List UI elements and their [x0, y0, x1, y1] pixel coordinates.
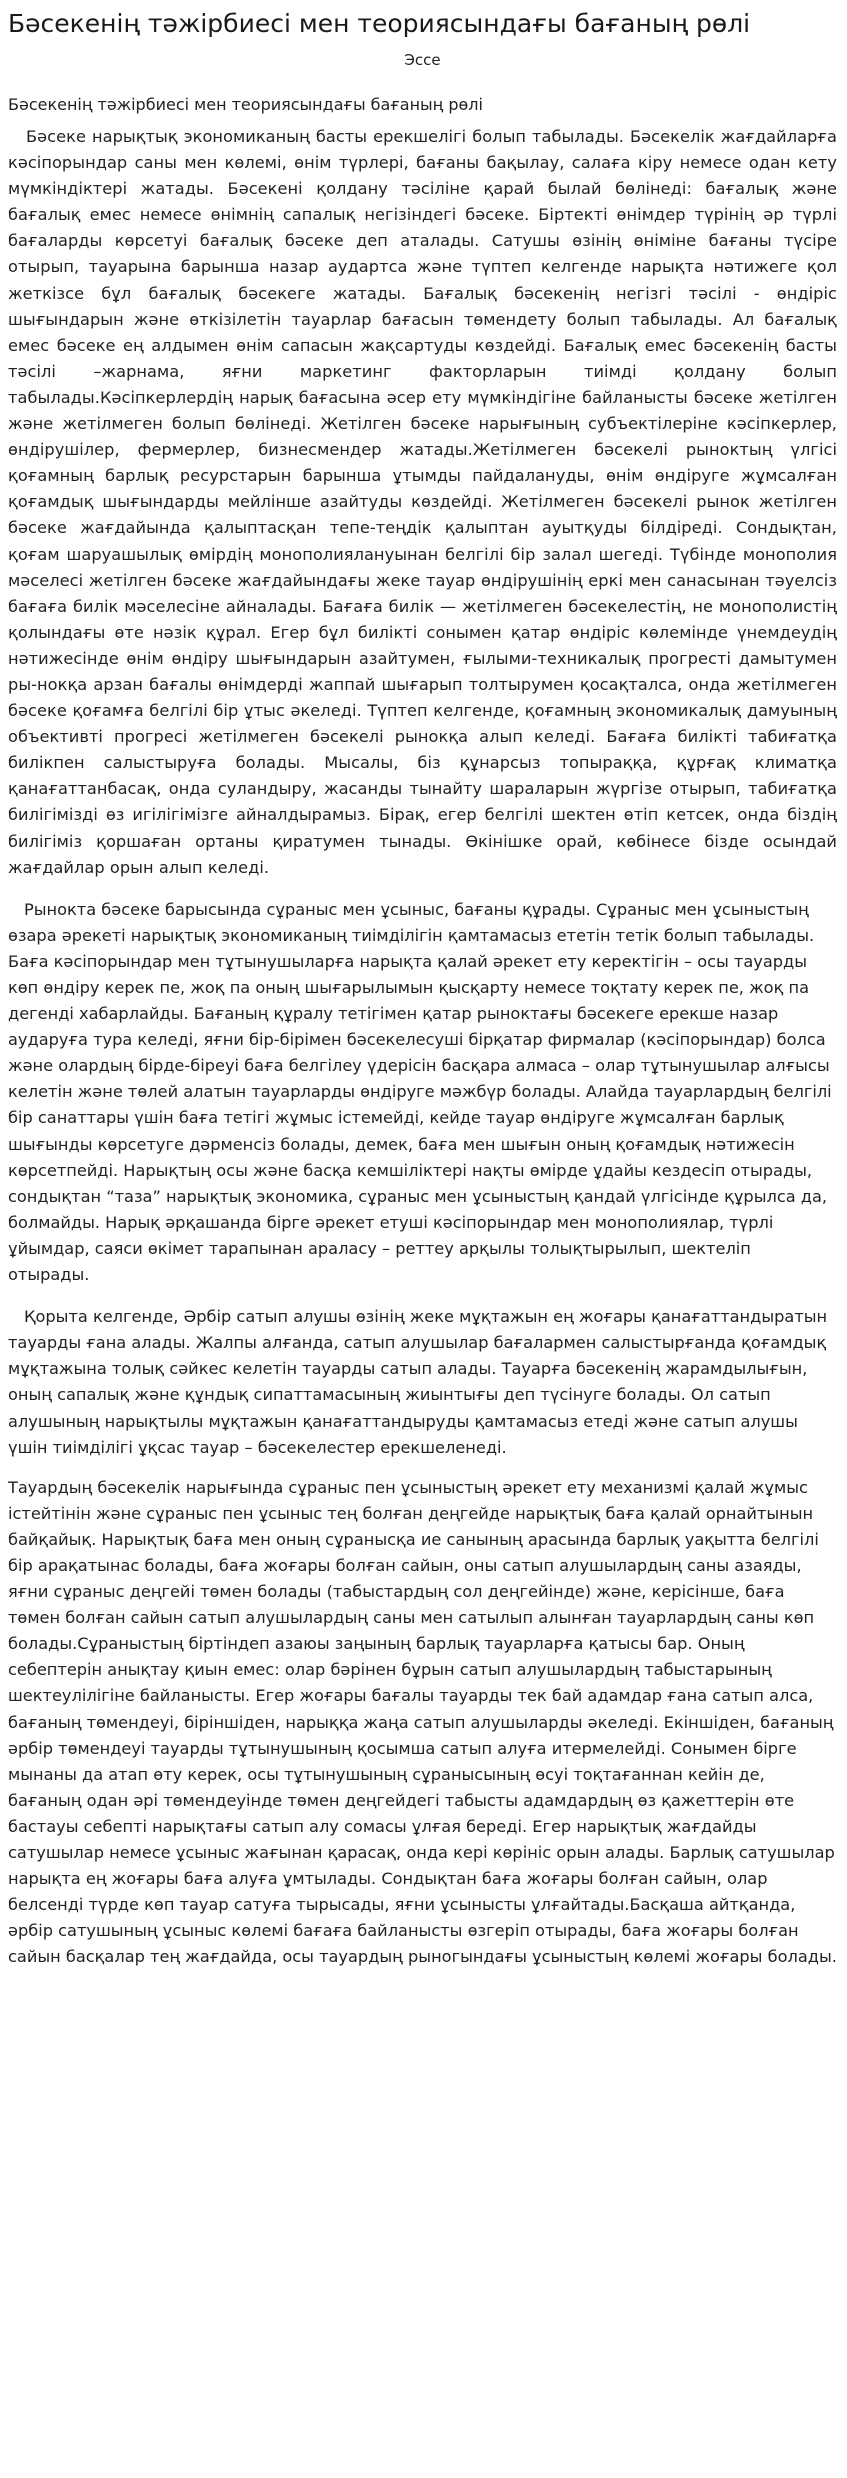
paragraph-3: Қорыта келгенде, Әрбір сатып алушы өзінің жеке мұқтажын ең жоғары қанағаттандыратын тауарды ғана алады. Жалпы алғанда, сатып алушылар бағалармен салыстырғанда қоғамдық мұқтажына толық сәйкес келетін тауарды сатып алады. Тауарға бәсекенің жарамдылығын, оның сапалық және құндық сипаттамасының жиынтығы деп түсінуге болады. Ол сатып алушының нарықтылы мұқтажын қанағаттандыруды қамтамасыз етеді және сатып алушы үшін тиімділігі ұқсас тауар – бәсекелестер ерекшеленеді. — [8, 1307, 828, 1457]
document-title: Бәсекенің тәжірбиесі мен теориясындағы бағаның рөлі — [8, 9, 751, 38]
essay-heading: Бәсекенің тәжірбиесі мен теориясындағы бағаның рөлі — [8, 95, 483, 114]
paragraph-4: Тауардың бәсекелік нарығында сұраныс пен ұсыныстың әрекет ету механизмі қалай жұмыс істейтінін және сұраныс пен ұсыныс тең болған деңгейде нарықтық баға қалай орнайтынын байқайық. Нарықтық баға мен оның сұранысқа ие санының арасында барлық уақытта белгілі бір арақатынас болады, баға жоғары болған сайын, оны сатып алушылардың саны азаяды, яғни сұраныс деңгейі төмен болады (табыстардың сол деңгейінде) және, керісінше, баға төмен болған сайын сатып алушылардың саны мен сатылып алынған тауарлардың саны көп болады.Сұраныстың біртіндеп азаюы заңының барлық тауарларға қатысы бар. Оның себептерін анықтау қиын емес: олар бәрінен бұрын сатып алушылардың табыстарының шектеулілігіне байланысты. Егер жоғары бағалы тауарды тек бай адамдар ғана сатып алса, бағаның төмендеуі, біріншіден, нарыққа жаңа сатып алушыларды әкеледі. Екіншіден, бағаның әрбір төмендеуі тауарды тұтынушының қосымша сатып алуға итермелейді. Сонымен бірге мынаны да атап өту керек, осы тұтынушының сұранысының өсуі тоқтағаннан кейін де, бағаның одан әрі төмендеуінде төмен деңгейдегі табысты адамдардың өз қажеттерін өте бастауы себепті нарықтағы сатып алу сомасы ұлғая береді. Егер нарықтық жағдайды сатушылар немесе ұсыныс жағынан қарасақ, онда кері көрініс орын алады. Барлық сатушылар нарықта ең жоғары баға алуға ұмтылады. Сондықтан баға жоғары болған сайын, олар белсенді түрде көп тауар сатуға тырысады, яғни ұсынысты ұлғайтады.Басқаша айтқанда, әрбір сатушының ұсыныс көлемі бағаға байланысты өзгеріп отырады, баға жоғары болған сайын басқалар тең жағдайда, осы тауардың рыногындағы ұсыныстың көлемі жоғары болады. — [8, 1477, 837, 1967]
paragraph-1: Бәсеке нарықтық экономиканың басты ерекшелігі болып табылады. Бәсекелік жағдайларға кәсіпорындар саны мен көлемі, өнім түрлері, бағаны бақылау, салаға кіру немесе одан кету мүмкіндіктері жатады. Бәсекені қолдану тәсіліне қарай былай бөлінеді: бағалық және бағалық емес немесе өнімнің сапалық негізіндегі бәсеке. Біртекті өнімдер түрінің әр түрлі бағаларды көрсетуі бағалық бәсеке деп аталады. Сатушы өзінің өніміне бағаны түсіре отырып, тауарына барынша назар аудартса және түптеп келгенде нарықта нәтижеге қол жеткізсе бұл бағалық бәсекеге жатады. Бағалық бәсекенің негізгі тәсілі - өндіріс шығындарын және өткізілетін тауарлар бағасын төмендету болып табылады. Ал бағалық емес бәсеке ең алдымен өнім сапасын жақсартуды көздейді. Бағалық емес бәсекенің басты тәсілі –жарнама, яғни маркетинг факторларын тиімді қолдану болып табылады.Кәсіпкерлердің нарық бағасына әсер ету мүмкіндігіне байланысты бәсеке жетілген және жетілмеген болып бөлінеді. Жетілген бәсеке нарығының субъектілеріне кәсіпкерлер, өндірушілер, фермерлер, бизнесмендер жатады.Жетілмеген бәсекелі рыноктың үлгісі қоғамның барлық ресурстарын барынша ұтымды пайдалануды, өнім өндіруге жұмсалған қоғамдық шығындарды мейлінше азайтуды көздейді. Жетілмеген бәсекелі рынок жетілген бәсеке жағдайында қалыптасқан тепе-теңдік қалыптан ауытқуды білдіреді. Сондықтан, қоғам шаруашылық өмірдің монополиялануынан белгілі бір залал шегеді. Түбінде монополия мәселесі жетілген бәсеке жағдайындағы жеке тауар өндірушінің еркі мен санасынан тәуелсіз бағаға билік мәселесіне айналады. Бағаға билік — жетілмеген бәсекелестің, не монополистің қолындағы өте нәзік құрал. Егер бұл билікті сонымен қатар өндіріс көлемінде үнемдеудің нәтижесінде өнім өндіру шығындарын азайтумен, ғылыми-техникалық прогресті дамытумен ры-нокқа арзан бағалы өнімдерді жаппай шығарып толтырумен қосақталса, онда жетілмеген бәсеке қоғамға белгілі бір ұтыс әкеледі. Түптеп келгенде, қоғамның экономикалық дамуының объективті прогресі жетілмеген бәсекелі рынокқа алып келеді. Бағаға билікті табиғатқа билікпен салыстыруға болады. Мысалы, біз құнарсыз топыраққа, құрғақ климатқа қанағаттанбасақ, онда суландыру, жасанды тынайту шараларын жүргізе отырып, табиғатқа билігімізді өз игілігімізге айналдырамыз. Бірақ, егер белгілі шектен өтіп кетсек, онда біздің билігіміз қоршаған ортаны қиратумен тынады. Өкінішке орай, көбінесе бізде осындай жағдайлар орын алып келеді. — [8, 127, 837, 877]
document-subtitle: Эссе — [404, 51, 441, 69]
paragraph-2: Рынокта бәсеке барысында сұраныс мен ұсыныс, бағаны құрады. Сұраныс мен ұсыныстың өзара әрекеті нарықтық экономиканың тиімділігін қамтамасыз ететін тетік болып табылады. Баға кәсіпорындар мен тұтынушыларға нарықта қалай әрекет ету керектігін – осы тауарды көп өндіру керек пе, жоқ па оның шығарылымын қысқарту немесе тоқтату керек пе, жоқ па дегенді хабарлайды. Бағаның құралу тетігімен қатар рыноктағы бәсекеге ерекше назар аударуға тура келеді, яғни бір-бірімен бәсекелесуші бірқатар фирмалар (кәсіпорындар) болса және олардың бірде-біреуі баға белгілеу үдерісін басқара алмаса – олар тұтынушылар алғысы келетін және төлей алатын тауарларды өндіруге мәжбүр болады. Алайда тауарлардың белгілі бір санаттары үшін баға тетігі жұмыс істемейді, кейде тауар өндіруге жұмсалған барлық шығынды көрсетуге дәрменсіз болады, демек, баға мен шығын оның қоғамдық нәтижесін көрсетпейді. Нарықтың осы және басқа кемшіліктері нақты өмірде ұдайы кездесіп отырады, сондықтан “таза” нарықтық экономика, сұраныс мен ұсыныстың қандай үлгісінде құрылса да, болмайды. Нарық әрқашанда бірге әрекет етуші кәсіпорындар мен монополиялар, түрлі ұйымдар, саяси өкімет тарапынан араласу – реттеу арқылы толықтырылып, шектеліп отырады. — [8, 899, 832, 1285]
